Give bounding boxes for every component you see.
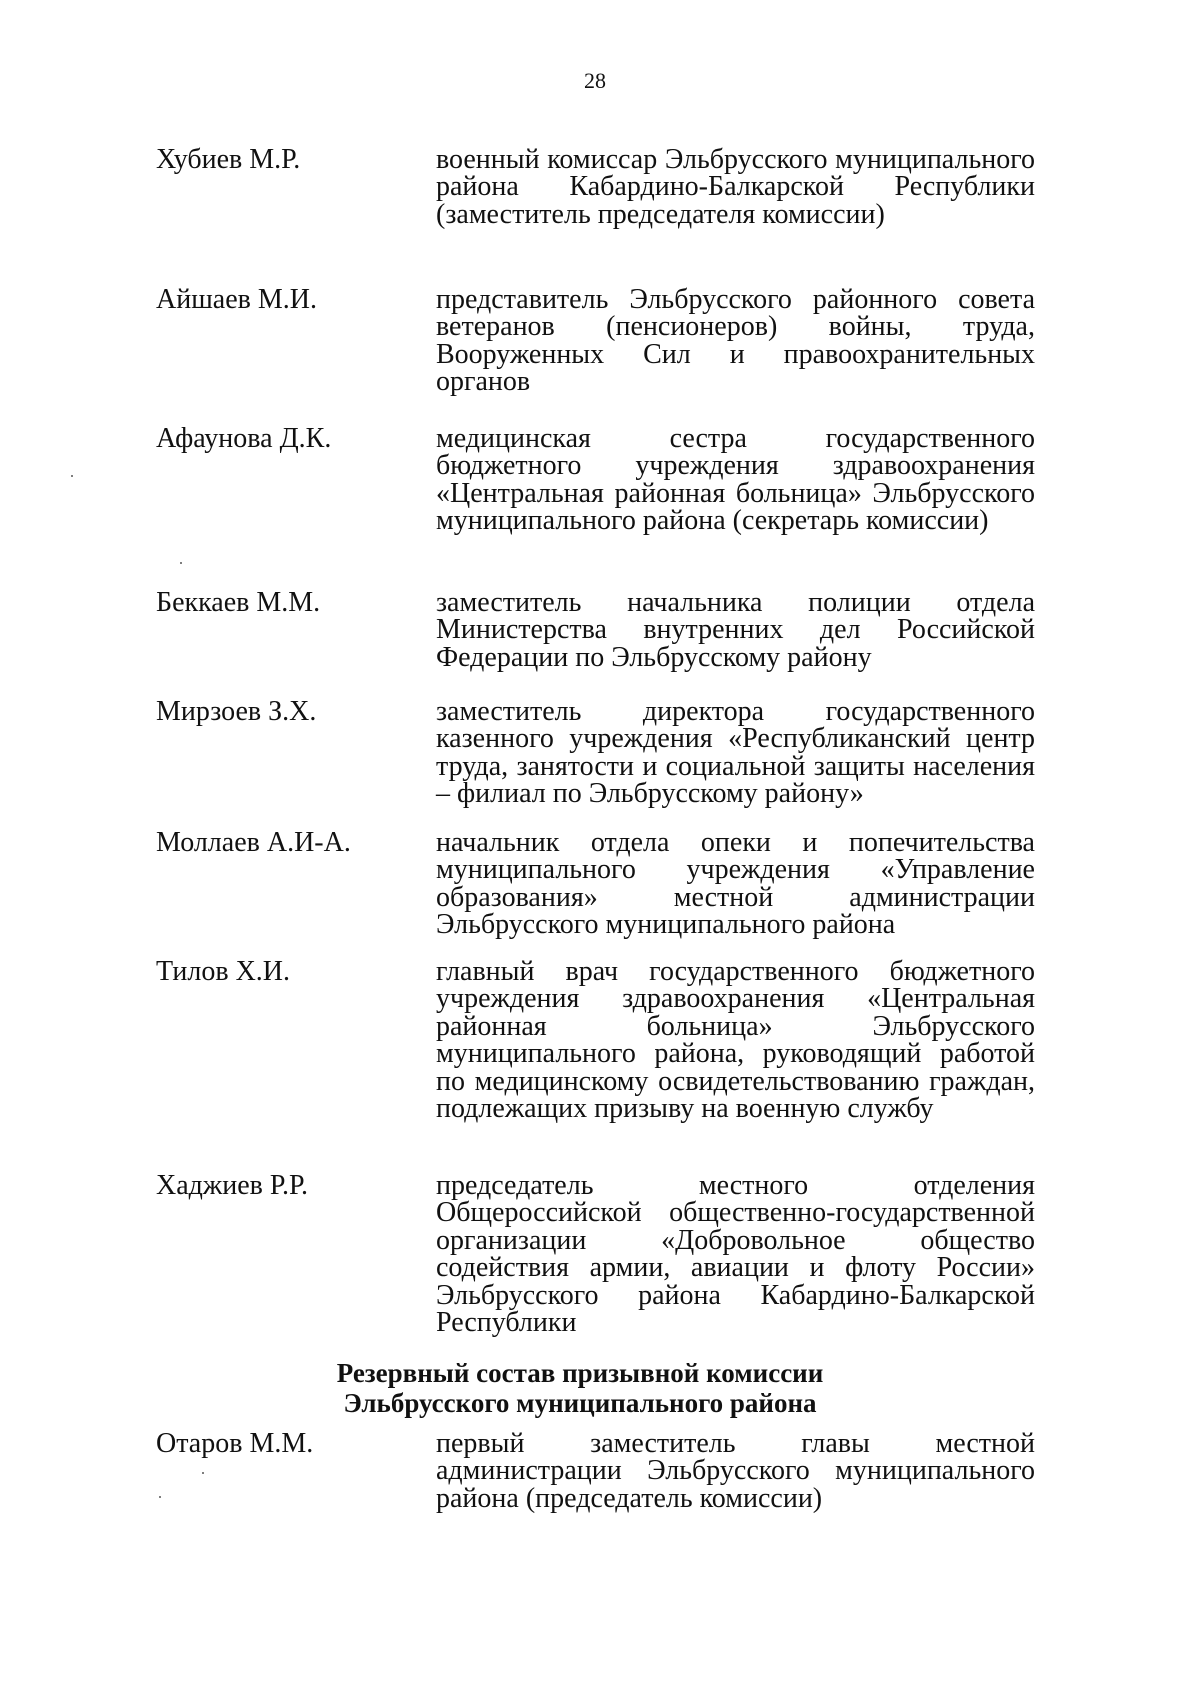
page-number: 28 — [584, 68, 606, 93]
member-position: заместитель директора государственного казенного учреждения «Республиканский центр труда, занятости и социальной защиты населения – филиал по Эльбрусскому району» — [436, 696, 1035, 810]
member-name: Беккаев М.М. — [156, 587, 321, 618]
member-name: Моллаев А.И-А. — [156, 827, 351, 858]
member-position: представитель Эльбрусского районного совета ветеранов (пенсионеров) войны, труда, Вооруженных Сил и правоохранительных органов — [436, 284, 1035, 398]
member-position: первый заместитель главы местной администрации Эльбрусского муниципального района (председатель комиссии) — [436, 1428, 1035, 1514]
member-name: Отаров М.М. — [156, 1428, 314, 1459]
scan-speck — [180, 562, 182, 564]
scan-speck — [202, 1472, 204, 1474]
reserve-heading-line: Эльбрусского муниципального района — [343, 1388, 817, 1418]
reserve-heading-line: Резервный состав призывной комиссии — [336, 1358, 824, 1388]
member-name: Хаджиев Р.Р. — [156, 1170, 309, 1201]
member-name: Мирзоев З.Х. — [156, 696, 317, 727]
reserve-section-heading — [300, 1358, 860, 1418]
member-position: заместитель начальника полиции отдела Министерства внутренних дел Российской Федерации по Эльбрусскому району — [436, 587, 1035, 673]
scan-speck — [71, 475, 73, 477]
member-position: военный комиссар Эльбрусского муниципального района Кабардино-Балкарской Республики (заместитель председателя комиссии) — [436, 144, 1035, 230]
member-name: Айшаев М.И. — [156, 284, 317, 315]
member-position: начальник отдела опеки и попечительства муниципального учреждения «Управление образования» местной администрации Эльбрусского муниципального района — [436, 827, 1035, 941]
member-position: медицинская сестра государственного бюджетного учреждения здравоохранения «Центральная районная больница» Эльбрусского муниципального района (секретарь комиссии) — [436, 423, 1035, 537]
member-position: председатель местного отделения Общероссийской общественно-государственной организации «Добровольное общество содействия армии, авиации и флоту России» Эльбрусского района Кабардино-Балкарской Республики — [436, 1170, 1035, 1339]
member-position: главный врач государственного бюджетного учреждения здравоохранения «Центральная районная больница» Эльбрусского муниципального района, руководящий работой по медицинскому освидетельствованию граждан, подлежащих призыву на военную службу — [436, 956, 1035, 1125]
member-name: Афаунова Д.К. — [156, 423, 332, 454]
member-name: Тилов Х.И. — [156, 956, 291, 987]
member-name: Хубиев М.Р. — [156, 144, 301, 175]
scan-speck — [159, 1496, 161, 1498]
